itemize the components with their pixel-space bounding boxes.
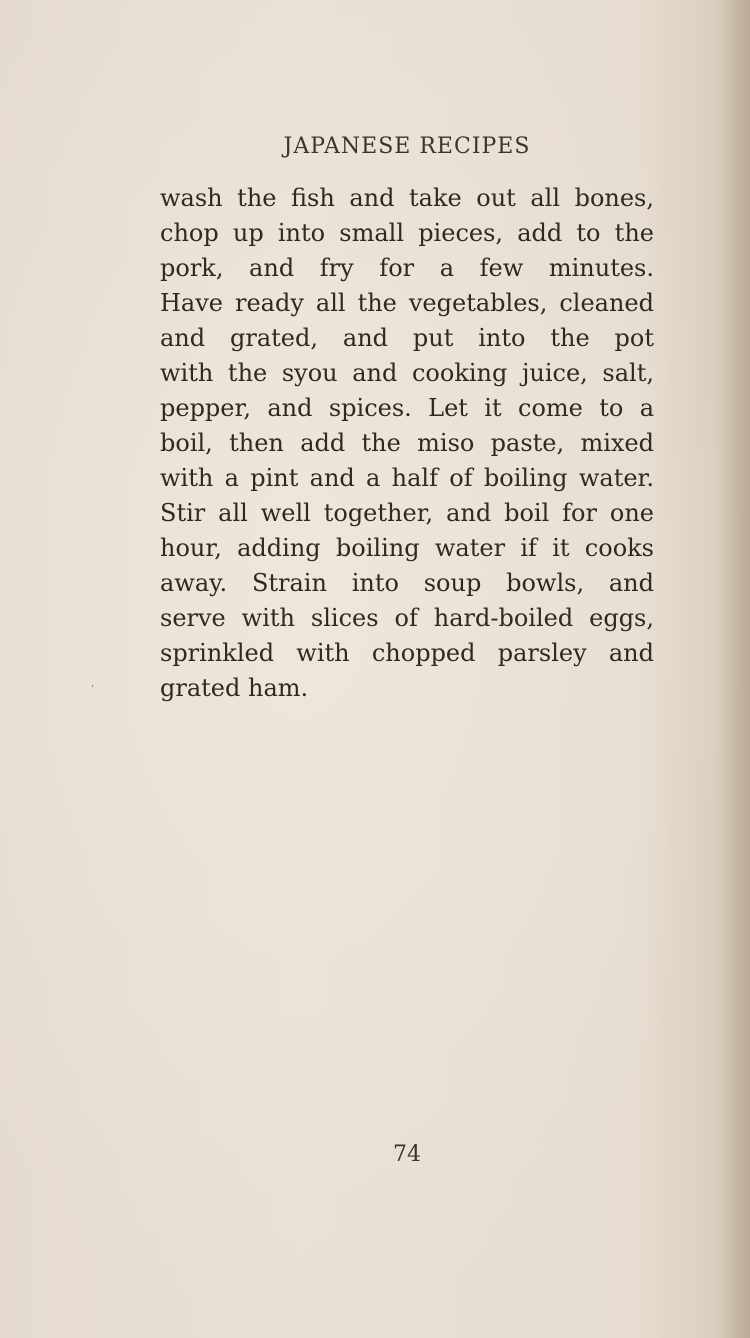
text-line: grated ham. <box>160 674 309 702</box>
recipe-text <box>160 181 654 706</box>
text-line: wash the fish and take out all bones, <box>160 184 654 212</box>
page-number: 74 <box>393 1142 421 1167</box>
text-line: with a pint and a half of boiling water. <box>160 464 654 492</box>
text-line: pepper, and spices. Let it come to a <box>160 394 654 422</box>
text-line: away. Strain into soup bowls, and <box>160 569 654 597</box>
text-line: Stir all well together, and boil for one <box>160 499 654 527</box>
running-head: JAPANESE RECIPES <box>283 134 531 159</box>
text-line: with the syou and cooking juice, salt, <box>160 359 654 387</box>
paper-speck: ʼ <box>91 684 95 695</box>
text-line: and grated, and put into the pot <box>160 324 654 352</box>
text-line: chop up into small pieces, add to the <box>160 219 654 247</box>
text-line: pork, and fry for a few minutes. <box>160 254 654 282</box>
text-line: serve with slices of hard-boiled eggs, <box>160 604 654 632</box>
text-line: Have ready all the vegetables, cleaned <box>160 289 654 317</box>
text-line: boil, then add the miso paste, mixed <box>160 429 654 457</box>
text-line: hour, adding boiling water if it cooks <box>160 534 654 562</box>
text-line: sprinkled with chopped parsley and <box>160 639 654 667</box>
page-edge-shadow <box>716 0 750 1338</box>
